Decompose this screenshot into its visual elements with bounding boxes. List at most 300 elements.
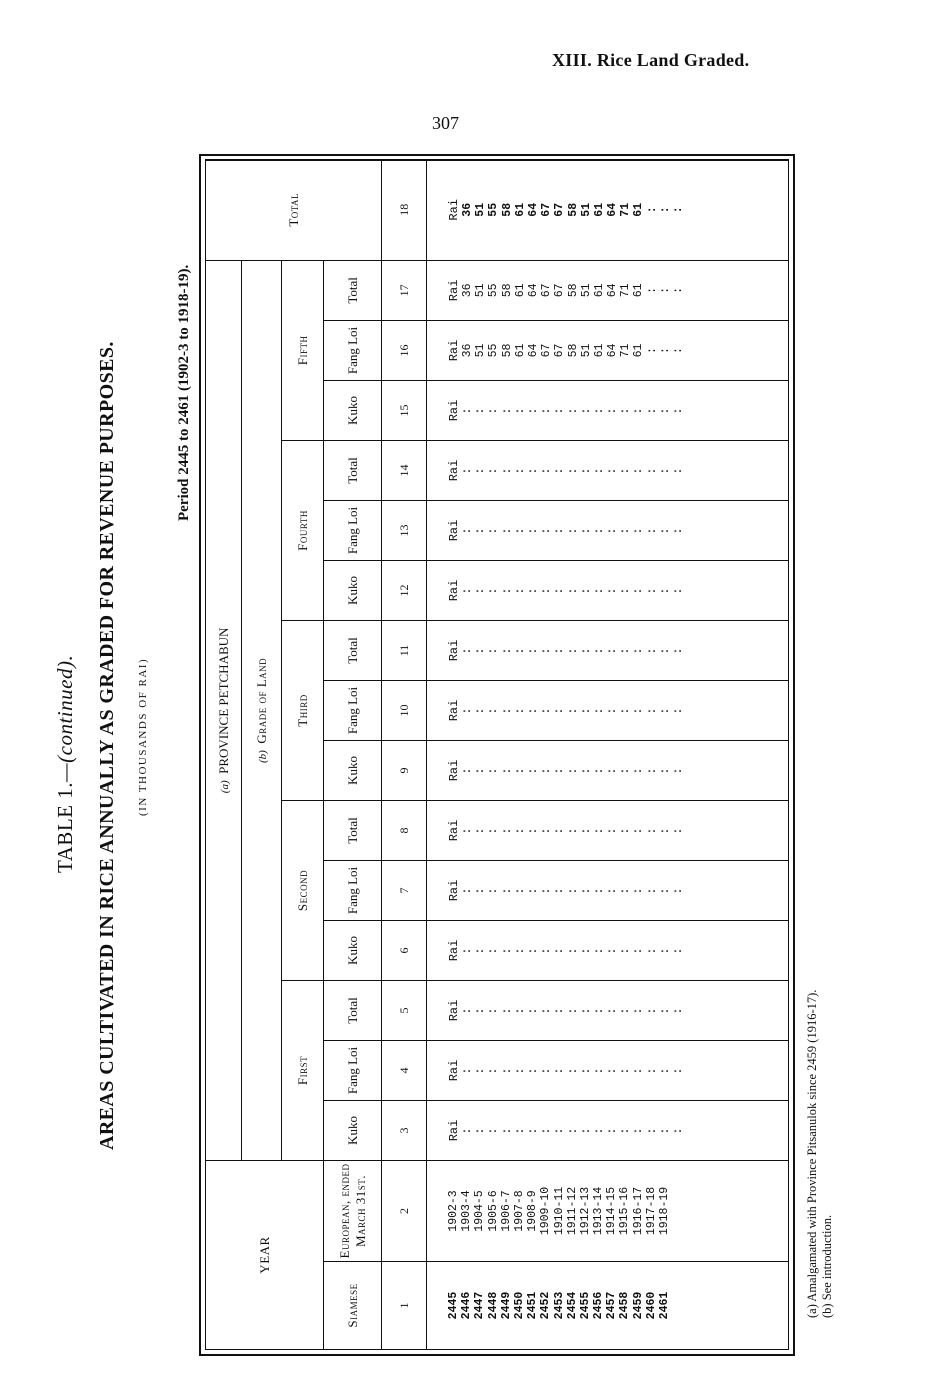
empty-mark: :	[513, 646, 527, 655]
empty-mark: :	[632, 886, 646, 895]
empty-mark: :	[672, 886, 685, 895]
list-item: 67	[540, 202, 554, 217]
empty-values	[461, 561, 685, 620]
empty-mark: :	[672, 406, 685, 415]
empty-mark: :	[658, 886, 672, 895]
section-header: XIII. Rice Land Graded.	[552, 50, 750, 70]
empty-mark: :	[606, 826, 620, 835]
empty-mark: :	[500, 706, 514, 715]
empty-mark: :	[474, 646, 488, 655]
empty-mark: :	[540, 886, 554, 895]
fifth-fang-loi-col	[427, 320, 789, 380]
list-item: 2450	[512, 1291, 526, 1320]
list-item: 58	[500, 343, 514, 358]
sub-total: Total	[324, 980, 382, 1040]
empty-mark: :	[658, 406, 672, 415]
empty-mark: :	[645, 766, 659, 775]
column-number: 14	[382, 440, 427, 500]
empty-mark: :	[513, 1066, 527, 1075]
empty-mark: :	[606, 706, 620, 715]
empty-mark: :	[579, 766, 593, 775]
empty-mark: :	[474, 1126, 488, 1135]
empty-mark: :	[487, 1066, 501, 1075]
empty-mark: :	[579, 886, 593, 895]
list-item: 61	[513, 283, 527, 298]
empty-mark: :	[579, 706, 593, 715]
list-item: 51	[579, 343, 593, 358]
list-item: 36	[461, 202, 474, 217]
list-item: 71	[619, 283, 633, 298]
empty-mark: :	[566, 826, 580, 835]
list-item: 58	[566, 343, 580, 358]
list-item: 2460	[644, 1291, 658, 1320]
column-number: 11	[382, 620, 427, 680]
empty-mark: :	[566, 526, 580, 535]
empty-mark: :	[658, 646, 672, 655]
list-item: 64	[526, 202, 540, 217]
list-item: 1909-10	[539, 1186, 553, 1236]
sub-total: Total	[324, 260, 382, 320]
empty-mark: :	[461, 466, 474, 475]
data-table	[205, 159, 789, 1350]
list-item: 51	[579, 283, 593, 298]
unit-label: Rai	[447, 199, 461, 221]
list-item: 61	[592, 202, 606, 217]
empty-mark: :	[461, 946, 474, 955]
list-item: 1908-9	[526, 1190, 540, 1232]
empty-mark: :	[500, 646, 514, 655]
list-item: 61	[632, 202, 646, 217]
empty-mark: :	[592, 826, 606, 835]
empty-mark: :	[553, 886, 567, 895]
empty-mark: :	[579, 826, 593, 835]
list-item: 2459	[631, 1291, 645, 1320]
list-item: 1906-7	[499, 1190, 513, 1232]
empty-mark: :	[566, 766, 580, 775]
empty-mark: :	[645, 1006, 659, 1015]
list-item: :	[658, 286, 672, 294]
empty-mark: :	[566, 646, 580, 655]
column-number: 13	[382, 500, 427, 560]
empty-mark: :	[526, 946, 540, 955]
list-item: 2454	[565, 1291, 579, 1320]
empty-mark: :	[526, 526, 540, 535]
unit-label: Rai	[447, 519, 461, 542]
empty-mark: :	[500, 406, 514, 415]
empty-mark: :	[606, 1006, 620, 1015]
list-item: 2457	[605, 1291, 619, 1320]
footnote-a: (a) Amalgamated with Province Pitsanulok since 2459 (1916-17).	[805, 989, 819, 1318]
column-number: 12	[382, 560, 427, 620]
empty-mark: :	[474, 706, 488, 715]
sub-kuko: Kuko	[324, 740, 382, 800]
first-kuko-col	[427, 1100, 789, 1160]
empty-mark: :	[513, 406, 527, 415]
empty-mark: :	[619, 586, 633, 595]
list-item: 2445	[447, 1291, 460, 1320]
grade-fourth: Fourth	[282, 440, 324, 620]
list-item: 55	[487, 283, 501, 298]
empty-mark: :	[672, 766, 685, 775]
empty-mark: :	[487, 886, 501, 895]
data-table-rotated	[205, 160, 789, 1350]
empty-mark: :	[592, 406, 606, 415]
empty-mark: :	[658, 586, 672, 595]
list-item: 64	[526, 343, 540, 358]
empty-mark: :	[526, 646, 540, 655]
empty-mark: :	[513, 706, 527, 715]
unit-label: Rai	[447, 399, 461, 422]
data-row	[427, 159, 789, 1349]
siamese-years-col	[427, 1262, 789, 1350]
empty-mark: :	[645, 646, 659, 655]
list-item: 71	[619, 202, 633, 217]
sub-fang-loi: Fang Loi	[324, 320, 382, 380]
list-item: 67	[553, 343, 567, 358]
empty-mark: :	[645, 1126, 659, 1135]
empty-values	[461, 921, 685, 980]
unit-label: Rai	[447, 999, 461, 1022]
empty-mark: :	[645, 706, 659, 715]
empty-mark: :	[474, 526, 488, 535]
empty-mark: :	[513, 1126, 527, 1135]
list-item: 2456	[592, 1291, 606, 1320]
empty-mark: :	[526, 1126, 540, 1135]
grand-total-header: Total	[206, 159, 382, 260]
list-item: 58	[566, 283, 580, 298]
list-item: 2455	[578, 1291, 592, 1320]
empty-mark: :	[619, 526, 633, 535]
empty-values	[461, 441, 685, 500]
empty-mark: :	[672, 706, 685, 715]
list-item: 64	[606, 343, 620, 358]
grade-third: Third	[282, 620, 324, 800]
third-fang-loi-col	[427, 680, 789, 740]
column-number: 2	[382, 1160, 427, 1261]
column-number: 4	[382, 1040, 427, 1100]
empty-mark: :	[592, 586, 606, 595]
empty-mark: :	[487, 586, 501, 595]
list-item: 71	[619, 343, 633, 358]
empty-mark: :	[566, 946, 580, 955]
empty-mark: :	[579, 1006, 593, 1015]
empty-mark: :	[461, 1066, 474, 1075]
empty-mark: :	[632, 706, 646, 715]
empty-mark: :	[619, 706, 633, 715]
empty-mark: :	[672, 466, 685, 475]
empty-mark: :	[619, 1126, 633, 1135]
empty-values	[461, 501, 685, 560]
unit-label: Rai	[447, 339, 461, 362]
empty-mark: :	[540, 946, 554, 955]
empty-mark: :	[474, 946, 488, 955]
empty-mark: :	[645, 826, 659, 835]
unit-label: Rai	[447, 639, 461, 662]
empty-mark: :	[540, 466, 554, 475]
empty-mark: :	[540, 526, 554, 535]
empty-mark: :	[619, 646, 633, 655]
empty-mark: :	[500, 466, 514, 475]
empty-mark: :	[500, 586, 514, 595]
empty-mark: :	[606, 1066, 620, 1075]
empty-mark: :	[645, 586, 659, 595]
unit-label: Rai	[447, 279, 461, 302]
fifth-kuko-col	[427, 380, 789, 440]
empty-mark: :	[540, 1126, 554, 1135]
fourth-fang-loi-col	[427, 500, 789, 560]
list-item: 61	[592, 283, 606, 298]
empty-mark: :	[632, 526, 646, 535]
empty-mark: :	[500, 886, 514, 895]
third-total-col	[427, 620, 789, 680]
empty-mark: :	[632, 406, 646, 415]
empty-mark: :	[540, 646, 554, 655]
empty-mark: :	[526, 886, 540, 895]
empty-mark: :	[461, 526, 474, 535]
list-item: 61	[632, 283, 646, 298]
list-item: 64	[606, 283, 620, 298]
empty-mark: :	[474, 826, 488, 835]
grade-second: Second	[282, 800, 324, 980]
empty-mark: :	[461, 1006, 474, 1015]
empty-mark: :	[500, 766, 514, 775]
list-item: 1913-14	[592, 1186, 606, 1236]
first-fang-loi-col	[427, 1040, 789, 1100]
empty-mark: :	[566, 1066, 580, 1075]
list-item: 51	[474, 343, 488, 358]
list-item: 2448	[486, 1291, 500, 1320]
empty-values	[461, 741, 685, 800]
empty-mark: :	[540, 826, 554, 835]
list-item: 1916-17	[631, 1186, 645, 1236]
empty-mark: :	[672, 826, 685, 835]
list-item: 61	[513, 202, 527, 217]
first-total-col	[427, 980, 789, 1040]
list-item: 2458	[618, 1291, 632, 1320]
empty-mark: :	[619, 766, 633, 775]
empty-mark: :	[526, 826, 540, 835]
empty-mark: :	[540, 706, 554, 715]
list-item: 1912-13	[578, 1186, 592, 1236]
empty-mark: :	[553, 946, 567, 955]
empty-mark: :	[540, 1066, 554, 1075]
column-number: 17	[382, 260, 427, 320]
empty-mark: :	[566, 1126, 580, 1135]
sub-fang-loi: Fang Loi	[324, 860, 382, 920]
empty-mark: :	[592, 526, 606, 535]
list-item: 1910-11	[552, 1186, 566, 1236]
list-item: 58	[500, 202, 514, 217]
empty-mark: :	[474, 406, 488, 415]
empty-mark: :	[632, 766, 646, 775]
empty-mark: :	[513, 586, 527, 595]
empty-mark: :	[658, 946, 672, 955]
list-item: 2461	[658, 1291, 671, 1320]
empty-mark: :	[461, 826, 474, 835]
column-number: 1	[382, 1262, 427, 1350]
empty-mark: :	[579, 1066, 593, 1075]
list-item: 61	[592, 343, 606, 358]
sub-fang-loi: Fang Loi	[324, 1040, 382, 1100]
period-line: Period 2445 to 2461 (1902-3 to 1918-19).	[176, 264, 192, 521]
empty-mark: :	[487, 1006, 501, 1015]
list-item: :	[658, 347, 672, 354]
empty-mark: :	[658, 1066, 672, 1075]
column-number: 9	[382, 740, 427, 800]
empty-mark: :	[672, 526, 685, 535]
list-item: 58	[566, 202, 580, 217]
empty-mark: :	[474, 766, 488, 775]
unit-label: Rai	[447, 579, 461, 602]
empty-mark: :	[658, 466, 672, 475]
empty-mark: :	[606, 766, 620, 775]
empty-mark: :	[487, 526, 501, 535]
empty-mark: :	[632, 1066, 646, 1075]
empty-mark: :	[579, 646, 593, 655]
empty-mark: :	[474, 886, 488, 895]
column-number: 10	[382, 680, 427, 740]
column-number: 18	[382, 159, 427, 260]
list-item: 1904-5	[473, 1190, 487, 1232]
year-header: YEAR	[206, 1160, 324, 1349]
empty-values	[461, 621, 685, 680]
list-item: 51	[474, 283, 488, 298]
grade-fifth: Fifth	[282, 260, 324, 440]
empty-mark: :	[553, 1006, 567, 1015]
empty-mark: :	[658, 526, 672, 535]
empty-mark: :	[474, 1066, 488, 1075]
sub-fang-loi: Fang Loi	[324, 680, 382, 740]
empty-mark: :	[592, 1126, 606, 1135]
empty-mark: :	[592, 706, 606, 715]
empty-mark: :	[592, 466, 606, 475]
empty-mark: :	[658, 1006, 672, 1015]
empty-mark: :	[619, 946, 633, 955]
empty-mark: :	[553, 1126, 567, 1135]
second-fang-loi-col	[427, 860, 789, 920]
empty-mark: :	[672, 1066, 685, 1075]
empty-mark: :	[553, 466, 567, 475]
fifth-total-col	[427, 260, 789, 320]
second-total-col	[427, 800, 789, 860]
list-item: 1907-8	[512, 1190, 526, 1232]
sub-kuko: Kuko	[324, 560, 382, 620]
empty-values	[461, 861, 685, 920]
empty-values	[461, 1101, 685, 1160]
empty-mark: :	[500, 1006, 514, 1015]
empty-mark: :	[645, 526, 659, 535]
third-kuko-col	[427, 740, 789, 800]
fifth-total-values	[461, 261, 685, 320]
european-years-col	[427, 1160, 789, 1261]
empty-mark: :	[658, 766, 672, 775]
page-number: 307	[432, 113, 459, 133]
table-label-text: TABLE 1.	[53, 782, 77, 873]
empty-mark: :	[487, 826, 501, 835]
second-kuko-col	[427, 920, 789, 980]
grade-first: First	[282, 980, 324, 1160]
empty-mark: :	[553, 706, 567, 715]
empty-mark: :	[645, 886, 659, 895]
list-item: 55	[487, 202, 501, 217]
siamese-year-list	[447, 1262, 671, 1349]
empty-mark: :	[474, 586, 488, 595]
empty-mark: :	[553, 766, 567, 775]
province-header	[206, 260, 242, 1160]
empty-mark: :	[632, 826, 646, 835]
empty-mark: :	[619, 1006, 633, 1015]
empty-mark: :	[619, 466, 633, 475]
empty-mark: :	[461, 586, 474, 595]
empty-mark: :	[513, 826, 527, 835]
empty-mark: :	[645, 406, 659, 415]
list-item: 2446	[460, 1291, 474, 1320]
empty-mark: :	[579, 406, 593, 415]
main-title: AREAS CULTIVATED IN RICE ANNUALLY AS GRADED FOR REVENUE PURPOSES.	[96, 341, 118, 1150]
unit-label: Rai	[447, 459, 461, 482]
empty-mark: :	[606, 526, 620, 535]
province-footnote-marker: (a)	[218, 780, 231, 794]
list-item: 67	[540, 283, 554, 298]
list-item: 1902-3	[447, 1190, 460, 1232]
list-item: 61	[513, 343, 527, 358]
empty-mark: :	[513, 526, 527, 535]
column-number: 5	[382, 980, 427, 1040]
empty-mark: :	[474, 1006, 488, 1015]
empty-mark: :	[579, 1126, 593, 1135]
units-note: (IN THOUSANDS OF RAI)	[137, 657, 149, 816]
empty-mark: :	[487, 706, 501, 715]
list-item: :	[672, 347, 685, 354]
unit-label: Rai	[447, 879, 461, 902]
empty-mark: :	[619, 1066, 633, 1075]
list-item: 36	[461, 343, 474, 358]
empty-mark: :	[487, 466, 501, 475]
empty-mark: :	[672, 1006, 685, 1015]
empty-mark: :	[526, 706, 540, 715]
empty-mark: :	[592, 1066, 606, 1075]
empty-mark: :	[526, 766, 540, 775]
empty-mark: :	[606, 946, 620, 955]
unit-label: Rai	[447, 699, 461, 722]
unit-label: Rai	[447, 819, 461, 842]
empty-mark: :	[526, 1006, 540, 1015]
unit-label: Rai	[447, 759, 461, 782]
empty-mark: :	[645, 1066, 659, 1075]
empty-mark: :	[461, 886, 474, 895]
empty-mark: :	[500, 526, 514, 535]
empty-mark: :	[592, 946, 606, 955]
empty-mark: :	[540, 1006, 554, 1015]
empty-mark: :	[566, 406, 580, 415]
column-number: 6	[382, 920, 427, 980]
empty-mark: :	[606, 886, 620, 895]
grade-header	[242, 260, 282, 1160]
fifth-fang-loi-values	[461, 321, 685, 380]
empty-mark: :	[592, 766, 606, 775]
list-item: 1903-4	[460, 1190, 474, 1232]
list-item: 64	[526, 283, 540, 298]
empty-mark: :	[566, 586, 580, 595]
empty-mark: :	[500, 1066, 514, 1075]
sub-fang-loi: Fang Loi	[324, 500, 382, 560]
empty-mark: :	[540, 586, 554, 595]
list-item: 2452	[539, 1291, 553, 1320]
list-item: :	[672, 286, 685, 294]
grade-footnote-marker: (b)	[256, 750, 269, 763]
column-number: 15	[382, 380, 427, 440]
empty-mark: :	[606, 646, 620, 655]
